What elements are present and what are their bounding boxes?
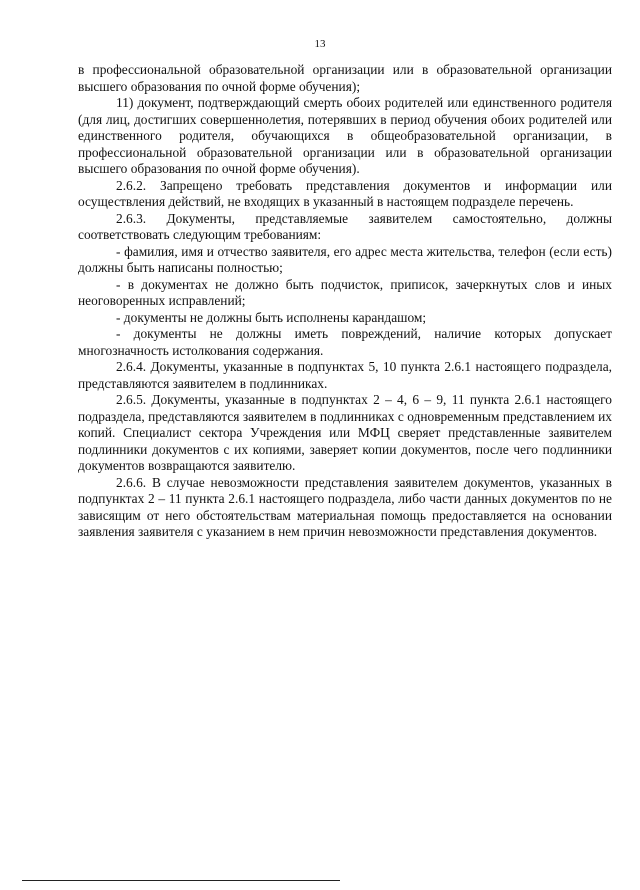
- bottom-rule: [22, 880, 340, 881]
- requirement-item-2: - в документах не должно быть подчисток, приписок, зачеркнутых слов и иных неоговоренных исправлений;: [78, 276, 612, 308]
- paragraph-2-6-4: 2.6.4. Документы, указанные в подпунктах 5, 10 пункта 2.6.1 настоящего подраздела, представляются заявителем в подлинниках.: [78, 359, 612, 391]
- requirement-item-1: - фамилия, имя и отчество заявителя, его адрес места жительства, телефон (если есть) должны быть написаны полностью;: [78, 243, 612, 275]
- document-body: [78, 62, 612, 541]
- page-number: 13: [314, 38, 326, 50]
- paragraph-continuation: в профессиональной образовательной организации или в образовательной организации высшего образования по очной форме обучения);: [78, 62, 612, 94]
- requirement-item-3: - документы не должны быть исполнены карандашом;: [116, 309, 427, 325]
- paragraph-2-6-3: 2.6.3. Документы, представляемые заявителем самостоятельно, должны соответствовать следующим требованиям:: [78, 210, 612, 242]
- paragraph-2-6-2: 2.6.2. Запрещено требовать представления документов и информации или осуществления действий, не входящих в указанный в настоящем подразделе перечень.: [78, 177, 612, 209]
- paragraph-2-6-6: 2.6.6. В случае невозможности представления заявителем документов, указанных в подпунктах 2 – 11 пункта 2.6.1 настоящего подраздела, либо части данных документов по не зависящим от него обстоятельствам материальная помощь предоставляется на основании заявления заявителя с указанием в нем причин невозможности представления документов.: [78, 474, 612, 539]
- paragraph-2-6-5: 2.6.5. Документы, указанные в подпунктах 2 – 4, 6 – 9, 11 пункта 2.6.1 настоящего подраздела, представляются заявителем в подлинниках с одновременным представлением их копий. Специалист сектора Учреждения или МФЦ сверяет представленные заявителем подлинники документов с их копиями, заверяет копии документов, после чего подлинники документов возвращаются заявителю.: [78, 392, 612, 473]
- paragraph-item-11: 11) документ, подтверждающий смерть обоих родителей или единственного родителя (для лиц, достигших совершеннолетия, потерявших в период обучения обоих родителей или единственного родителя, обучающихся в общеобразовательной организации, в профессиональной образовательной организации или в образовательной организации высшего образования по очной форме обучения).: [78, 95, 612, 176]
- requirement-item-4: - документы не должны иметь повреждений, наличие которых допускает многозначность истолкования содержания.: [78, 326, 612, 358]
